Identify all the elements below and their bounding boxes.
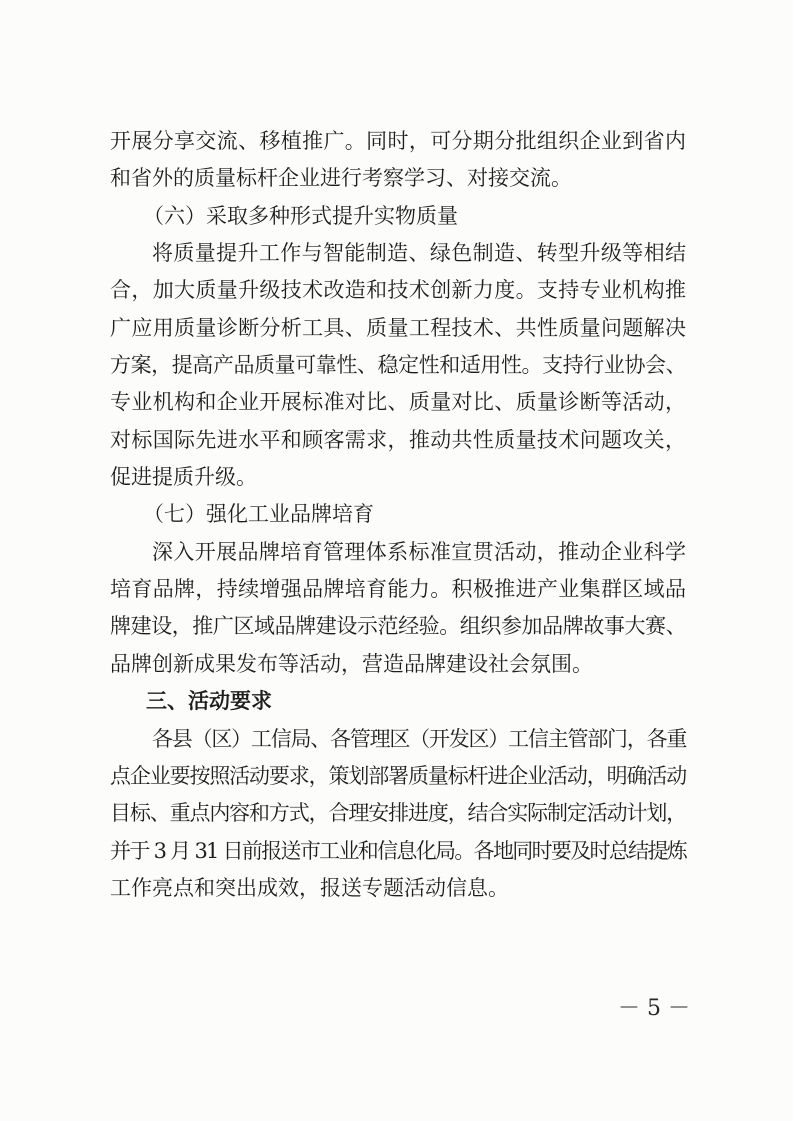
body-text-line: 对标国际先进水平和顾客需求，推动共性质量技术问题攻关， [110, 427, 686, 452]
body-text-line: 各县（区）工信局、各管理区（开发区）工信主管部门，各重 [152, 726, 686, 751]
body-text-line: 并于 3 月 31 日前报送市工业和信息化局。各地同时要及时总结提炼 [110, 838, 686, 863]
body-text-line: 方案，提高产品质量可靠性、稳定性和适用性。支持行业协会、 [110, 353, 686, 378]
body-text-line: 和省外的质量标杆企业进行考察学习、对接交流。 [110, 166, 572, 191]
document-body [110, 123, 686, 907]
body-text-line: 开展分享交流、移植推广。同时，可分期分批组织企业到省内 [110, 129, 686, 153]
body-text-line: 品牌创新成果发布等活动，营造品牌建设社会氛围。 [110, 651, 593, 676]
body-text-line: 将质量提升工作与智能制造、绿色制造、转型升级等相结 [152, 241, 686, 266]
body-text-line: 牌建设，推广区域品牌建设示范经验。组织参加品牌故事大赛、 [110, 614, 686, 639]
body-text-line: 深入开展品牌培育管理体系标准宣贯活动，推动企业科学 [152, 539, 686, 564]
section-heading-6: （六）采取多种形式提升实物质量 [143, 203, 458, 228]
page-number: － 5 － [618, 996, 690, 1021]
body-text-line: 专业机构和企业开展标准对比、质量对比、质量诊断等活动， [110, 390, 686, 415]
body-text-line: 点企业要按照活动要求，策划部署质量标杆进企业活动，明确活动 [110, 763, 686, 788]
section-heading-3: 三、活动要求 [146, 689, 272, 714]
body-text-line: 合，加大质量升级技术改造和技术创新力度。支持专业机构推 [110, 278, 686, 303]
body-text-line: 培育品牌，持续增强品牌培育能力。积极推进产业集群区域品 [110, 577, 686, 602]
body-text-line: 广应用质量诊断分析工具、质量工程技术、共性质量问题解决 [110, 315, 686, 340]
body-text-line: 目标、重点内容和方式，合理安排进度，结合实际制定活动计划， [110, 801, 686, 826]
body-text-line: 工作亮点和突出成效，报送专题活动信息。 [110, 875, 509, 900]
body-text-line: 促进提质升级。 [110, 465, 257, 490]
section-heading-7: （七）强化工业品牌培育 [143, 502, 374, 527]
